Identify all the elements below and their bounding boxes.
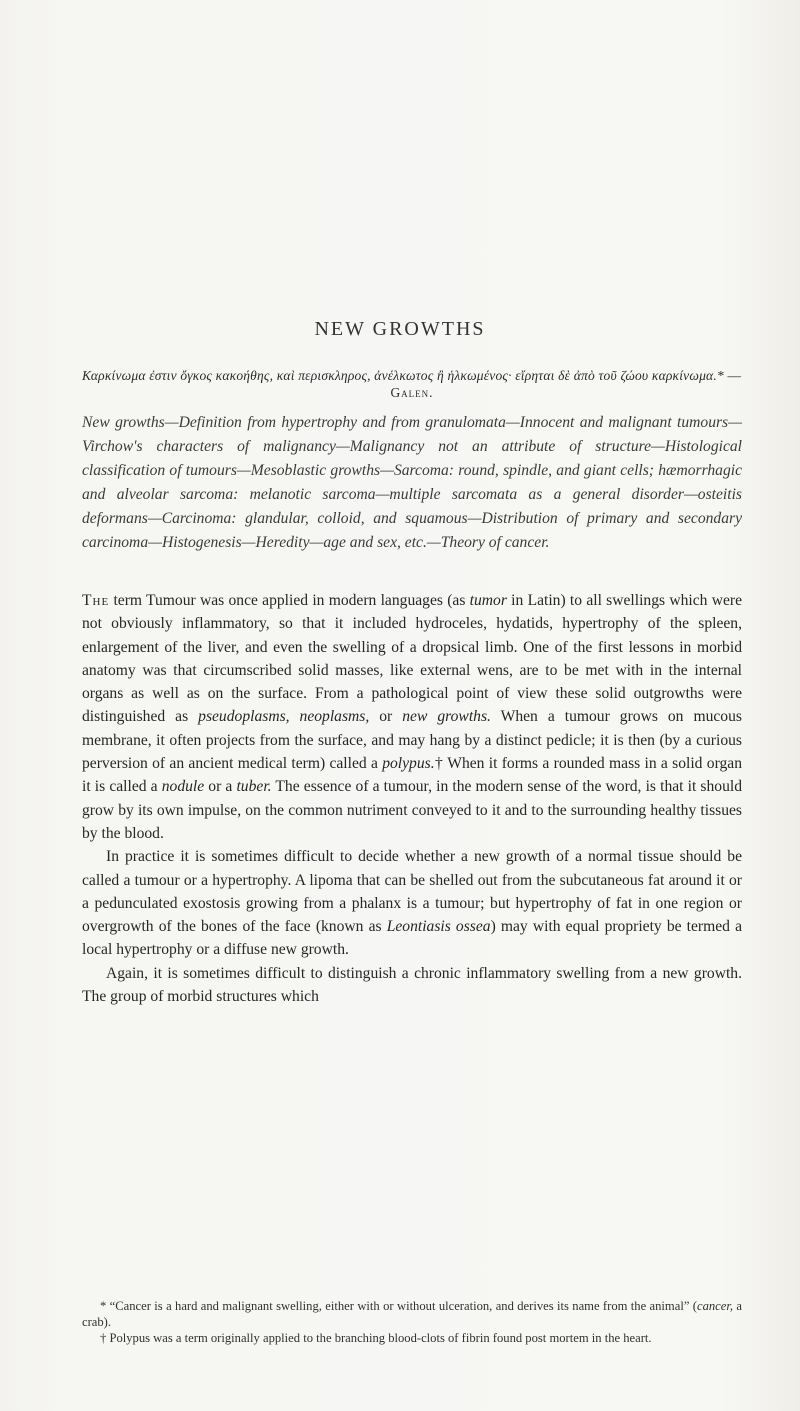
chapter-title: NEW GROWTHS [314, 318, 486, 340]
epigraph [82, 367, 742, 401]
italic-term: polypus. [382, 755, 435, 773]
paragraph: Again, it is sometimes difficult to distinguish a chronic inflammatory swelling from a new growth. The group of morbid structures which [82, 964, 742, 1006]
text-run: term Tumour was once applied in modern languages (as [109, 592, 470, 609]
footnotes [82, 1298, 742, 1346]
text-run: In practice it is sometimes difficult to decide whether a new growth of a normal tissue should be called a tumour or a hypertrophy. A lipoma that can be shelled out from the subcutaneous fat around it or a pedunculated exostosis growing from a phalanx is a tumour; but hypertrophy of fat in one region or overgrowth of the bones of the face (known as [82, 848, 742, 936]
text-run: The essence of a tumour, in the modern sense of the word, is that it should grow by its own impulse, on the common nutriment conveyed to it and to the surrounding healthy tissues by the blood. [82, 778, 742, 842]
text-run: ) may with equal propriety be termed a local hypertrophy or a diffuse new growth. [82, 918, 742, 959]
text-run: a crab). [82, 1299, 742, 1329]
italic-term: tumor [469, 592, 507, 609]
text-run: When a tumour grows on mucous membrane, it often projects from the surface, and may hang by a distinct pedicle; it is then (by a curious perversion of an ancient medical term) called a [82, 708, 742, 773]
italic-term: new growths. [402, 708, 491, 726]
epigraph-text: Καρκίνωμα ἐστιν ὄγκος κακοήθης, καὶ περισκληρος, ἀνέλκωτος ἢ ἡλκωμένος· εἴρηται δὲ ἀπὸ τοῦ ζώου καρκίνωμα.* [82, 368, 724, 383]
epigraph-attribution: —Galen. [390, 368, 742, 400]
text-run: or a [204, 778, 237, 796]
chapter-synopsis: New growths—Definition from hypertrophy and from granulomata—Innocent and malignant tumours—Virchow's characters of malignancy—Malignancy not an attribute of structure—Histological classification of tumours—Mesoblastic growths—Sarcoma: round, spindle, and giant cells; hæmorrhagic and alveolar sarcoma: melanotic sarcoma—multiple sarcomata as a general disorder—osteitis deformans—Carcinoma: glandular, colloid, and squamous—Distribution of primary and secondary carcinoma—Histogenesis—Heredity—age and sex, etc.—Theory of cancer. [82, 414, 742, 551]
text-run: * “Cancer is a hard and malignant swelling, either with or without ulceration, and derives its name from the animal” ( [100, 1299, 697, 1313]
lead-word: The [82, 592, 110, 609]
text-run: or [369, 708, 403, 726]
italic-term: cancer, [696, 1299, 734, 1313]
italic-term: Leontiasis ossea [386, 918, 491, 936]
footnote [82, 1298, 742, 1330]
text-run: † When it forms a rounded mass in a solid organ it is called a [82, 755, 742, 796]
paragraph [82, 589, 742, 845]
italic-term: nodule [161, 778, 205, 796]
body-text [82, 589, 742, 1008]
footnote: † Polypus was a term originally applied to the branching blood-clots of fibrin found post mortem in the heart. [100, 1331, 652, 1345]
paragraph [82, 845, 742, 961]
italic-term: pseudoplasms, neoplasms, [198, 708, 370, 726]
italic-term: tuber. [236, 778, 272, 796]
text-run: in Latin) to all swellings which were not obviously inflammatory, so that it included hydroceles, hydatids, hypertrophy of the spleen, enlargement of the liver, and even the swelling of a dropsical limb. One of the first lessons in morbid anatomy was that circumscribed solid masses, like external wens, are to be met with in the internal organs as well as on the surface. From a pathological point of view these solid outgrowths were distinguished as [82, 592, 742, 726]
